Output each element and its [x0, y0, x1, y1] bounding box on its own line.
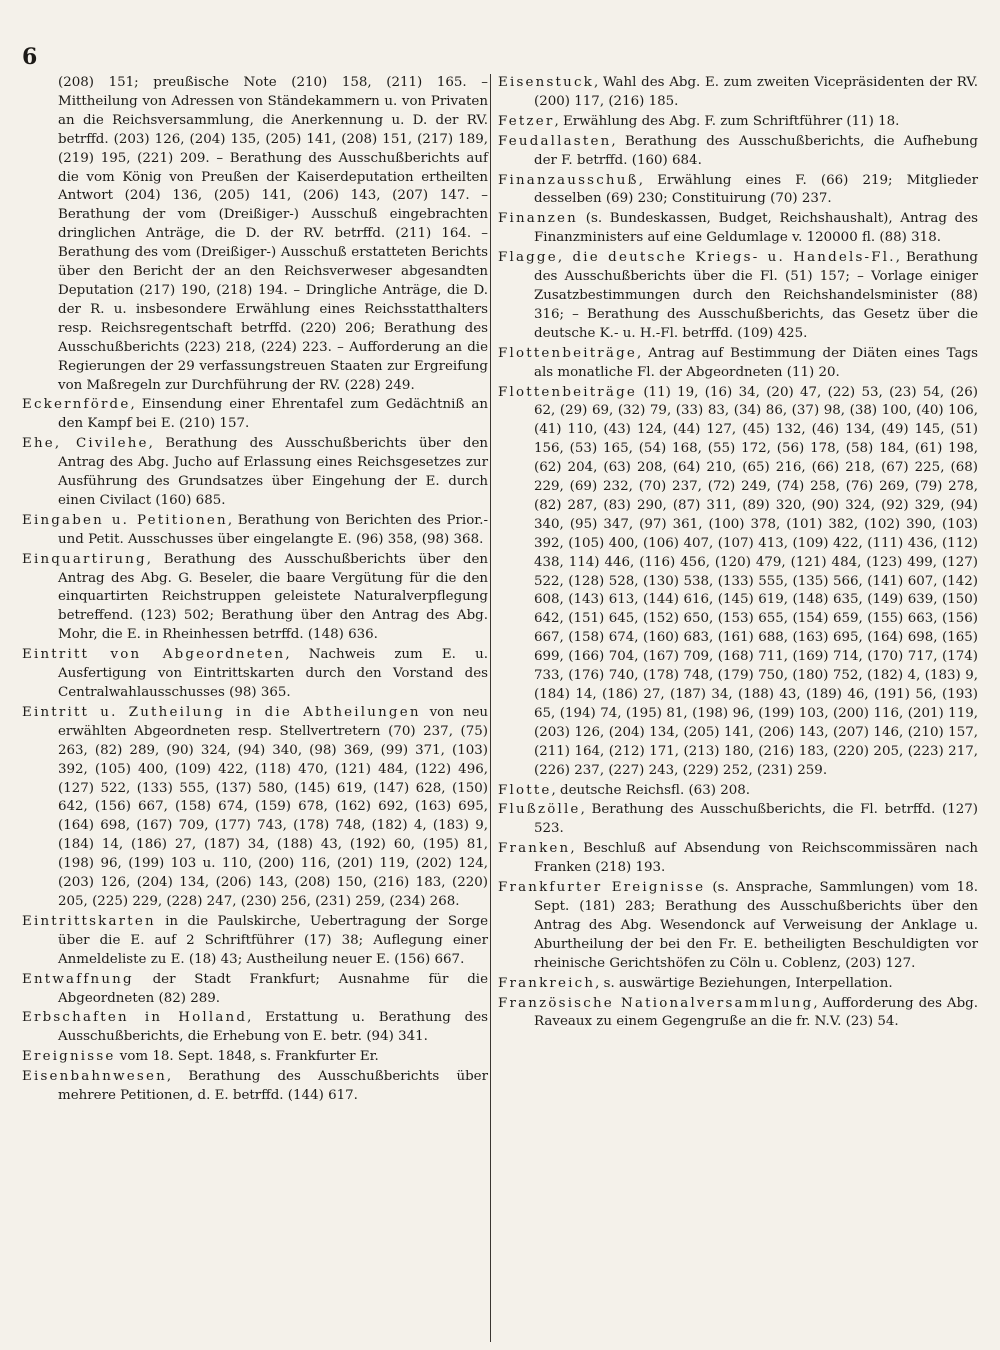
entry-term: Finanzen [498, 211, 579, 227]
entry-text: , Aufforderung des Abg. Raveaux zu einem Gegengruße an die fr. N.V. (23) 54. [534, 995, 978, 1030]
index-entry [498, 249, 978, 344]
entry-term: Französische Nationalversammlung [498, 995, 814, 1011]
entry-term: Flagge, die deutsche Kriegs- u. Handels-Fl. [498, 250, 896, 266]
page-number: 6 [22, 44, 38, 70]
entry-term: Frankfurter Ereignisse [498, 880, 706, 896]
entry-text: von neu erwählten Abgeordneten resp. Stellvertretern (70) 237, (75) 263, (82) 289, (90) 324, (94) 340, (98) 369, (99) 371, (103) 392, (105) 400, (109) 422, (118) 470, (121) 484, (122) 496, (127) 522, (133) 555, (137) 580, (145) 619, (147) 628, (150) 642, (156) 667, (158) 674, (159) 678, (162) 692, (163) 695, (164) 698, (167) 709, (177) 743, (178) 748, (182) 4, (183) 9, (184) 14, (186) 27, (187) 34, (188) 43, (192) 60, (195) 81, (198) 96, (199) 103 u. 110, (200) 116, (201) 119, (202) 124, (203) 126, (204) 134, (206) 143, (208) 150, (216) 183, (220) 205, (225) 229, (228) 247, (230) 256, (231) 259, (234) 268. [58, 704, 489, 909]
entry-text: , s. auswärtige Beziehungen, Interpellation. [595, 975, 893, 991]
index-entry [22, 435, 488, 511]
entry-text: , Berathung des Ausschußberichts über mehrere Petitionen, d. E. betrffd. (144) 617. [58, 1069, 488, 1104]
entry-text: , Antrag auf Bestimmung der Diäten eines Tags als monatliche Fl. der Abgeordneten (11) 20. [534, 345, 978, 380]
entry-term: Eintritt u. Zutheilung in die Abtheilungen [22, 704, 421, 720]
left-column [22, 74, 488, 1107]
index-entry [22, 1048, 488, 1067]
entry-term: Ereignisse [22, 1049, 116, 1065]
entry-text: vom 18. Sept. 1848, s. Frankfurter Er. [115, 1049, 379, 1065]
entry-term: Entwaffnung [22, 971, 134, 987]
entry-term: Flottenbeiträge [498, 384, 637, 400]
entry-term: Ehe, Civilehe [22, 436, 149, 452]
index-entry [22, 971, 488, 1009]
entry-text: , Berathung des Ausschußberichts über den Antrag des Abg. G. Beseler, die baare Vergütung für die den einquartirten Reichstruppen geleistete Naturalverpflegung betreffend. (123) 502; Berathung über den Antrag des Abg. Mohr, die E. in Rheinhessen betrffd. (148) 636. [58, 551, 488, 643]
entry-text: , Berathung von Berichten des Prior.- und Petit. Ausschusses über eingelangte E. (96) 358, (98) 368. [58, 512, 488, 547]
right-column [498, 74, 978, 1033]
index-entry [498, 113, 978, 132]
entry-term: Eisenbahnwesen [22, 1069, 167, 1085]
index-entry [498, 384, 978, 781]
index-entry [498, 975, 978, 994]
entry-text: , Berathung des Ausschußberichts, die Aufhebung der F. betrffd. (160) 684. [534, 133, 978, 168]
entry-text: (208) 151; preußische Note (210) 158, (211) 165. – Mittheilung von Adressen von Ständekammern u. von Privaten an die Reichsversammlung, die Anerkennung u. D. der RV. betrffd. (203) 126, (204) 135, (205) 141, (208) 151, (217) 189, (219) 195, (221) 209. – Berathung des Ausschußberichts auf die vom König von Preußen der Kaiserdeputation ertheilten Antwort (204) 136, (205) 141, (206) 143, (207) 147. – Berathung der vom (Dreißiger-) Ausschuß eingebrachten dringlichen Anträge, die D. der RV. betrffd. (211) 164. – Berathung des vom (Dreißiger-) Ausschuß erstatteten Berichts über den Bericht der an den Reichsverweser abgesandten Deputation (217) 190, (218) 194. – Dringliche Anträge, die D. der R. u. insbesondere Erwählung eines Reichsstatthalters resp. Reichsregentschaft betrffd. (220) 206; Berathung des Ausschußberichts (223) 218, (224) 223. – Aufforderung an die Regierungen der 29 verfassungstreuen Staaten zur Ergreifung von Maßregeln zur Durchführung der RV. (228) 249. [58, 75, 488, 393]
entry-term: Flotte [498, 782, 552, 798]
index-entry [498, 840, 978, 878]
entry-term: Frankreich [498, 975, 596, 991]
entry-text: , Wahl des Abg. E. zum zweiten Vicepräsidenten der RV. (200) 117, (216) 185. [534, 75, 978, 109]
entry-text: (11) 19, (16) 34, (20) 47, (22) 53, (23) 54, (26) 62, (29) 69, (32) 79, (33) 83, (34) 86, (37) 98, (38) 100, (40) 106, (41) 110, (43) 124, (44) 127, (45) 132, (46) 134, (49) 145, (51) 156, (53) 165, (54) 168, (55) 172, (56) 178, (58) 184, (61) 198, (62) 204, (63) 208, (64) 210, (65) 216, (66) 218, (67) 225, (68) 229, (69) 232, (70) 237, (72) 249, (74) 258, (76) 269, (79) 278, (82) 287, (83) 290, (87) 311, (89) 320, (90) 324, (92) 329, (94) 340, (95) 347, (97) 361, (100) 378, (101) 382, (102) 390, (103) 392, (105) 400, (106) 407, (107) 413, (109) 422, (111) 436, (112) 438, 114) 446, (116) 456, (120) 479, (121) 484, (123) 499, (127) 522, (128) 528, (130) 538, (133) 555, (135) 566, (141) 607, (142) 608, (143) 613, (144) 616, (145) 619, (148) 635, (149) 639, (150) 642, (151) 645, (152) 650, (153) 655, (154) 659, (155) 663, (156) 667, (158) 674, (160) 683, (161) 688, (163) 695, (164) 698, (165) 699, (166) 704, (167) 709, (168) 711, (169) 714, (170) 717, (174) 733, (176) 740, (178) 748, (179) 750, (180) 752, (182) 4, (183) 9, (184) 14, (186) 27, (187) 34, (188) 43, (189) 46, (191) 56, (193) 65, (194) 74, (195) 81, (198) 96, (199) 103, (200) 116, (201) 119, (203) 126, (204) 134, (205) 141, (206) 143, (207) 146, (210) 157, (211) 164, (212) 171, (213) 180, (216) 183, (220) 205, (223) 217, (226) 237, (227) 243, (229) 252, (231) 259. [534, 384, 978, 778]
entry-text: , Erwählung eines F. (66) 219; Mitglieder desselben (69) 230; Constituirung (70) 237. [534, 172, 978, 207]
entry-term: Feudallasten [498, 133, 612, 149]
entry-term: Eintrittskarten [22, 913, 156, 929]
index-entry [22, 74, 488, 395]
entry-text: , deutsche Reichsfl. (63) 208. [551, 782, 751, 798]
entry-term: Eingaben u. Petitionen [22, 512, 228, 528]
entry-term: Erbschaften in Holland [22, 1010, 248, 1026]
entry-term: Eintritt von Abgeordneten [22, 647, 286, 663]
index-entry [22, 1009, 488, 1047]
entry-term: Franken [498, 841, 571, 857]
entry-term: Flottenbeiträge [498, 345, 637, 361]
entry-text: , Beschluß auf Absendung von Reichscommissären nach Franken (218) 193. [534, 841, 978, 876]
index-entry [498, 172, 978, 210]
entry-term: Einquartirung [22, 551, 147, 567]
entry-text: , Erwählung des Abg. F. zum Schriftführer (11) 18. [554, 113, 900, 129]
index-entry [22, 913, 488, 970]
index-entry [22, 704, 488, 912]
index-entry [22, 1068, 488, 1106]
entry-term: Eisenstuck [498, 75, 594, 90]
entry-text: , Berathung des Ausschußberichts über die Fl. (51) 157; – Vorlage einiger Zusatzbestimmungen durch den Reichshandelsminister (88) 316; – Berathung des Ausschußberichts, das Gesetz über die deutsche K.- u. H.-Fl. betrffd. (109) 425. [534, 250, 978, 341]
column-divider [490, 74, 491, 1342]
entry-text: (s. Bundeskassen, Budget, Reichshaushalt), Antrag des Finanzministers auf eine Geldumlage v. 120000 fl. (88) 318. [534, 211, 978, 246]
index-entry [498, 879, 978, 974]
entry-term: Finanzausschuß [498, 172, 639, 188]
index-entry [498, 133, 978, 171]
entry-text: , Nachweis zum E. u. Ausfertigung von Eintrittskarten durch den Vorstand des Centralwahlausschusses (98) 365. [58, 647, 488, 700]
index-entry [498, 210, 978, 248]
index-entry [22, 646, 488, 703]
entry-term: Eckernförde [22, 397, 131, 413]
index-entry [498, 782, 978, 801]
index-entry [22, 396, 488, 434]
index-entry [498, 74, 978, 112]
index-entry [498, 345, 978, 383]
index-entry [22, 512, 488, 550]
entry-text: , Erstattung u. Berathung des Ausschußberichts, die Erhebung von E. betr. (94) 341. [58, 1010, 488, 1045]
entry-text: , Einsendung einer Ehrentafel zum Gedächtniß an den Kampf bei E. (210) 157. [58, 397, 488, 432]
entry-text: der Stadt Frankfurt; Ausnahme für die Abgeordneten (82) 289. [58, 971, 488, 1006]
index-entry [498, 995, 978, 1033]
entry-term: Fetzer [498, 113, 555, 129]
entry-text: in die Paulskirche, Uebertragung der Sorge über die E. auf 2 Schriftführer (17) 38; Auflegung einer Anmeldeliste zu E. (18) 43; Austheilung neuer E. (156) 667. [58, 913, 488, 967]
entry-text: , Berathung des Ausschußberichts über den Antrag des Abg. Jucho auf Erlassung eines Reichsgesetzes zur Ausführung des Grundsatzes über Eingehung der E. durch einen Civilact (160) 685. [58, 436, 488, 508]
entry-term: Flußzölle [498, 802, 581, 818]
index-entry [22, 551, 488, 646]
index-entry [498, 801, 978, 839]
entry-text: , Berathung des Ausschußberichts, die Fl. betrffd. (127) 523. [534, 802, 978, 837]
entry-text: (s. Ansprache, Sammlungen) vom 18. Sept. (181) 283; Berathung des Ausschußberichts über den Antrag des Abg. Wesendonck auf Verweisung der Anklage u. Aburtheilung der bei den Fr. E. betheiligten Beschuldigten vor rheinische Gerichtshöfen zu Cöln u. Coblenz, (203) 127. [534, 880, 978, 971]
